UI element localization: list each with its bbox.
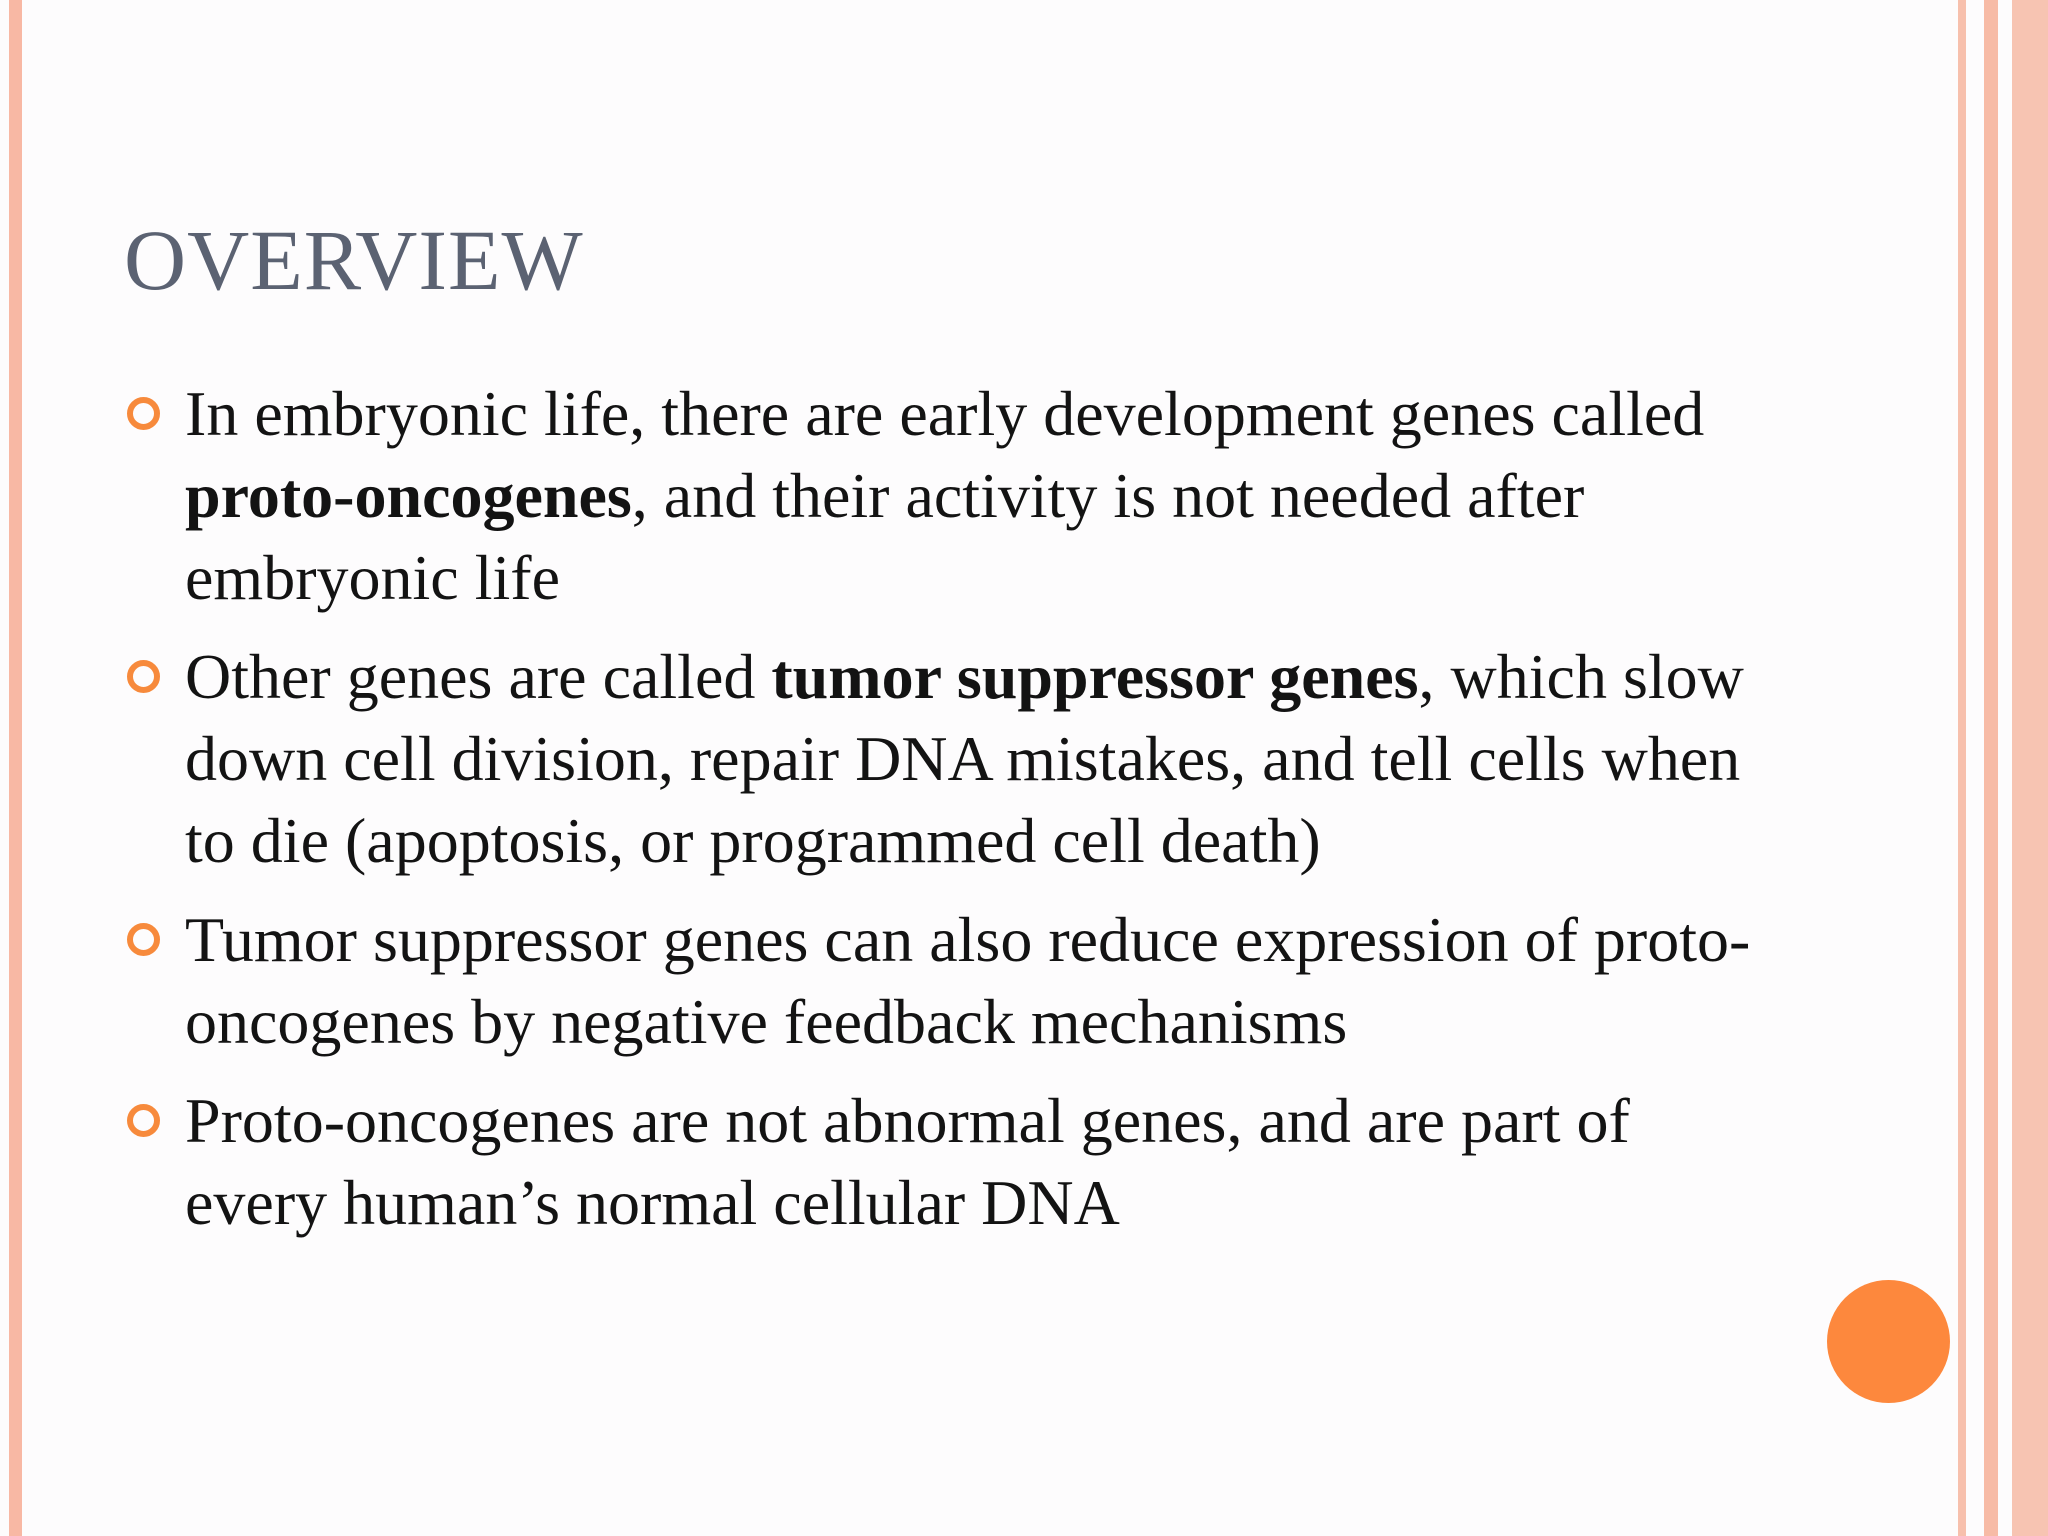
bullet-text-bold: proto-oncogenes: [185, 460, 632, 531]
bullet-text: [185, 904, 1750, 1057]
left-border-stripe: [9, 0, 22, 1536]
bullet-item-1: [124, 373, 1764, 619]
bullet-text-part: In embryonic life, there are early development genes called: [185, 378, 1705, 449]
bullet-text: [185, 1085, 1630, 1238]
right-border-stripe-medium: [1984, 0, 1998, 1536]
hollow-circle-bullet-icon: [127, 660, 160, 693]
bullet-text: [185, 378, 1704, 613]
bullet-item-2: [124, 636, 1764, 882]
hollow-circle-bullet-icon: [127, 397, 160, 430]
orange-circle-icon: [1827, 1280, 1950, 1403]
bullet-list: [124, 373, 1764, 1261]
bullet-text-part: , which slow down cell division, repair DNA mistakes, and tell cells when to die (apoptosis, or programmed cell death): [185, 641, 1744, 876]
bullet-text-part: , and their activity is not needed after embryonic life: [185, 460, 1585, 613]
bullet-text-part: Proto-oncogenes are not abnormal genes, and are part of every human’s normal cellular DNA: [185, 1085, 1630, 1238]
right-border-stripe-wide: [2012, 0, 2048, 1536]
bullet-text: [185, 641, 1744, 876]
bullet-text-part: Tumor suppressor genes can also reduce expression of proto-oncogenes by negative feedback mechanisms: [185, 904, 1751, 1057]
hollow-circle-bullet-icon: [127, 923, 160, 956]
bullet-item-4: [124, 1080, 1764, 1244]
hollow-circle-bullet-icon: [127, 1104, 160, 1137]
bullet-text-bold: tumor suppressor genes: [771, 641, 1419, 712]
bullet-item-3: [124, 899, 1764, 1063]
right-border-stripe-thin: [1958, 0, 1966, 1536]
slide-title: OVERVIEW: [124, 212, 584, 308]
bullet-text-part: Other genes are called: [185, 641, 772, 712]
